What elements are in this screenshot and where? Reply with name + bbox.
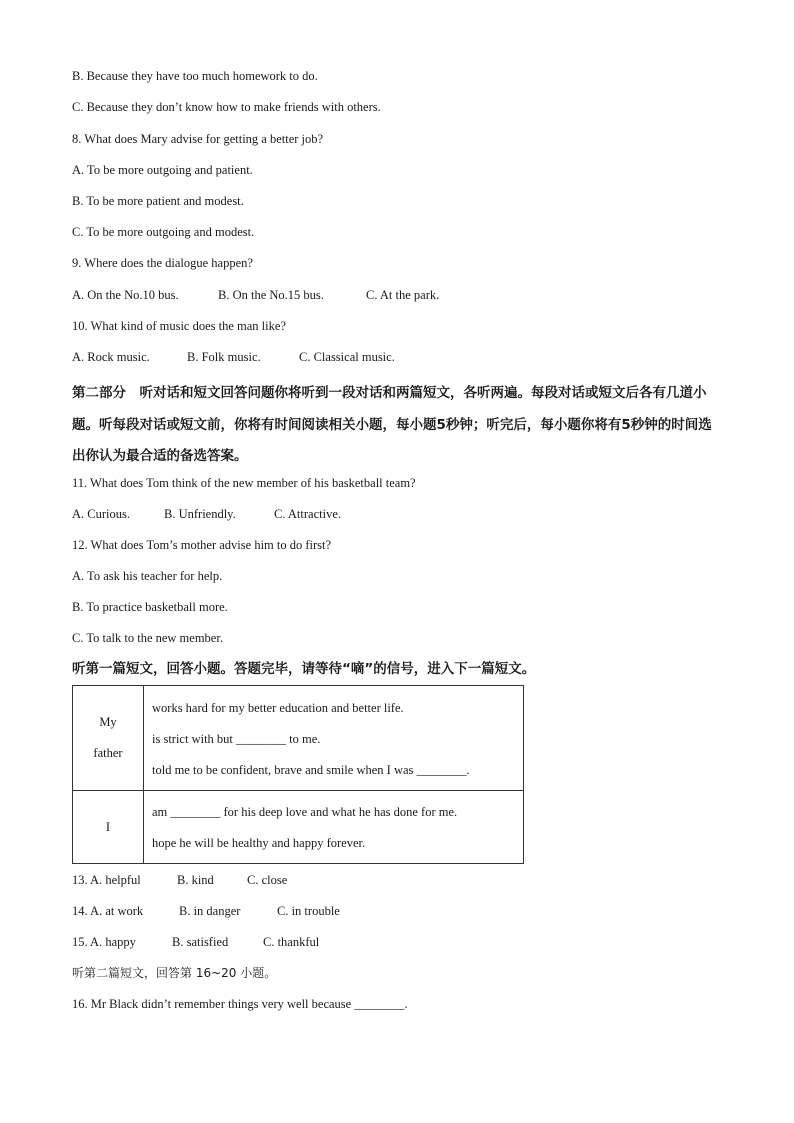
table-cell-text: works hard for my better education and better life. bbox=[152, 700, 404, 715]
table-cell-text: hope he will be healthy and happy forever. bbox=[152, 836, 366, 850]
question-10-option-a: A. Rock music. bbox=[72, 350, 150, 364]
question-13-option-b: B. kind bbox=[177, 873, 214, 887]
question-11-options bbox=[72, 506, 341, 522]
question-16: 16. Mr Black didn’t remember things very well because ________. bbox=[72, 997, 408, 1011]
question-8-option-a: A. To be more outgoing and patient. bbox=[72, 163, 253, 177]
question-9-options bbox=[72, 287, 439, 303]
table-row bbox=[73, 686, 524, 791]
table-cell-text: am ________ for his deep love and what he has done for me. bbox=[152, 805, 458, 819]
question-9-option-c: C. At the park. bbox=[366, 288, 440, 302]
table-cell-text: told me to be confident, brave and smile when I was ________. bbox=[152, 762, 470, 777]
question-12-option-a: A. To ask his teacher for help. bbox=[72, 569, 223, 583]
question-14 bbox=[72, 903, 340, 919]
passage-1-instructions: 听第一篇短文，回答小题。答题完毕，请等待“嘀”的信号，进入下一篇短文。 bbox=[72, 661, 536, 677]
question-11-option-a: A. Curious. bbox=[72, 507, 130, 521]
question-11-option-b: B. Unfriendly. bbox=[164, 507, 236, 521]
question-8: 8. What does Mary advise for getting a better job? bbox=[72, 132, 324, 146]
question-14-option-c: C. in trouble bbox=[277, 904, 340, 918]
question-11: 11. What does Tom think of the new member of his basketball team? bbox=[72, 476, 416, 490]
question-12-option-b: B. To practice basketball more. bbox=[72, 600, 228, 614]
question-13 bbox=[72, 872, 287, 888]
passage-1-table bbox=[72, 685, 524, 864]
question-11-option-c: C. Attractive. bbox=[274, 507, 341, 521]
part-2-instructions: 第二部分 听对话和短文回答问题你将听到一段对话和两篇短文，各听两遍。每段对话或短文后各有几道小题。听每段对话或短文前，你将有时间阅读相关小题，每小题5秒钟；听完后，每小题你将有5秒钟的时间选出你认为最合适的备选答案。 bbox=[72, 385, 712, 464]
row-head-my-father bbox=[73, 686, 144, 791]
question-13-option-a: 13. A. helpful bbox=[72, 873, 141, 887]
question-15 bbox=[72, 934, 319, 950]
table-row bbox=[73, 791, 524, 864]
question-10-option-c: C. Classical music. bbox=[299, 350, 395, 364]
question-15-option-a: 15. A. happy bbox=[72, 935, 136, 949]
question-10-option-b: B. Folk music. bbox=[187, 350, 261, 364]
option-b-prev: B. Because they have too much homework to do. bbox=[72, 69, 318, 83]
question-15-option-b: B. satisfied bbox=[172, 935, 229, 949]
question-13-option-c: C. close bbox=[247, 873, 288, 887]
question-9: 9. Where does the dialogue happen? bbox=[72, 256, 253, 270]
passage-2-instructions: 听第二篇短文，回答第 16~20 小题。 bbox=[72, 966, 277, 980]
row-head-line-1: My bbox=[99, 715, 117, 729]
question-15-option-c: C. thankful bbox=[263, 935, 320, 949]
question-12-option-c: C. To talk to the new member. bbox=[72, 631, 223, 645]
question-14-option-a: 14. A. at work bbox=[72, 904, 144, 918]
row-cells-my-father bbox=[144, 686, 524, 791]
row-head-line-2: father bbox=[93, 746, 123, 760]
question-14-option-b: B. in danger bbox=[179, 904, 241, 918]
row-cells-i bbox=[144, 791, 524, 864]
option-c-prev: C. Because they don’t know how to make friends with others. bbox=[72, 100, 381, 114]
question-8-option-c: C. To be more outgoing and modest. bbox=[72, 225, 255, 239]
question-9-option-a: A. On the No.10 bus. bbox=[72, 288, 179, 302]
question-8-option-b: B. To be more patient and modest. bbox=[72, 194, 244, 208]
question-9-option-b: B. On the No.15 bus. bbox=[218, 288, 324, 302]
question-10-options bbox=[72, 349, 395, 365]
row-head-i: I bbox=[73, 791, 144, 864]
table-cell-text: is strict with but ________ to me. bbox=[152, 731, 321, 746]
question-10: 10. What kind of music does the man like? bbox=[72, 319, 286, 333]
question-12: 12. What does Tom’s mother advise him to do first? bbox=[72, 538, 332, 552]
